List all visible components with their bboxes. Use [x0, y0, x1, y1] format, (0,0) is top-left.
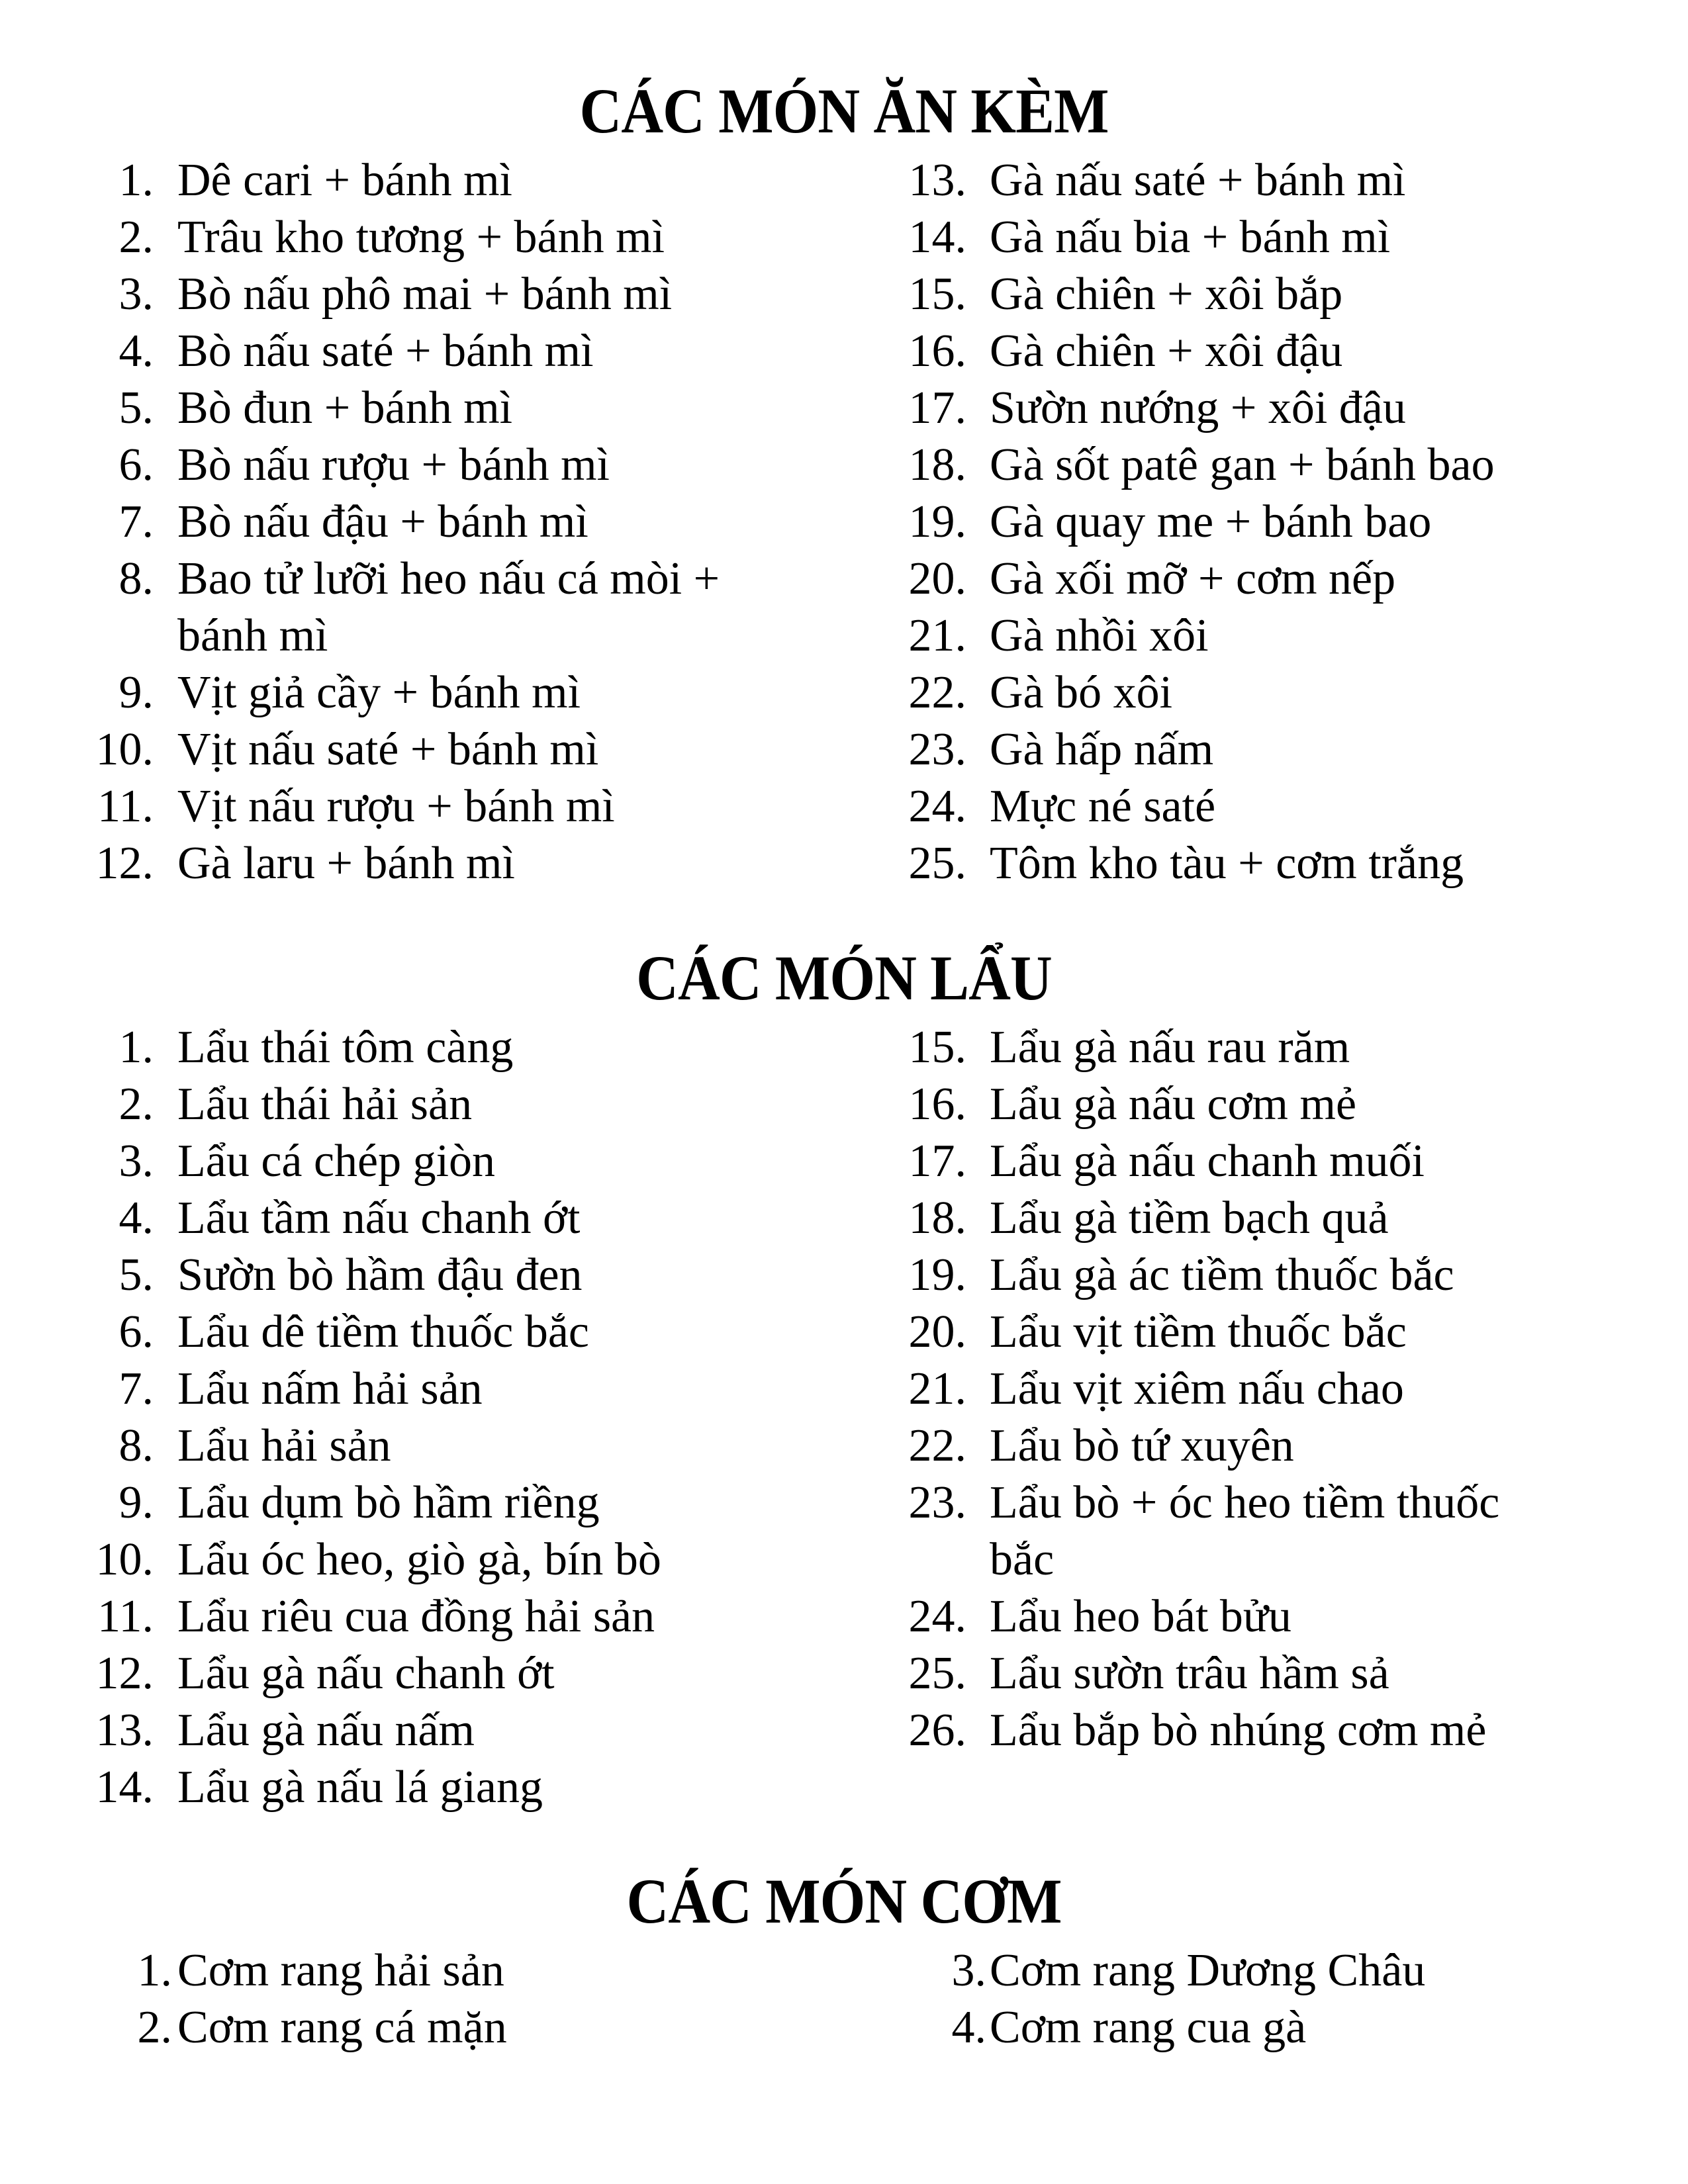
item-number: 21. [908, 1363, 966, 1414]
item-number: 25. [908, 1648, 966, 1699]
hotpot-left-column [0, 1019, 814, 1816]
item-number: 17. [908, 1136, 966, 1187]
item-number: 8. [118, 1420, 154, 1471]
item-text: Gà bó xôi [990, 667, 1173, 718]
item-number: 4. [951, 2002, 986, 2053]
item-number: 1. [118, 1022, 154, 1073]
item-text: Gà sốt patê gan + bánh bao [990, 439, 1495, 490]
list-item [814, 1645, 1688, 1702]
item-number: 18. [908, 1193, 966, 1244]
item-text: Lẩu bò tứ xuyên [990, 1420, 1294, 1471]
item-text: Lẩu cá chép giòn [177, 1136, 496, 1187]
list-item [0, 494, 814, 551]
item-text: Lẩu bò + óc heo tiềm thuốc bắc [990, 1477, 1500, 1585]
item-text: Cơm rang cá mặn [177, 2002, 507, 2053]
item-text: Lẩu gà nấu cơm mẻ [990, 1079, 1357, 1130]
list-item [814, 1942, 1688, 1999]
list-item [814, 551, 1688, 608]
list-item [0, 551, 814, 664]
item-text: Gà nấu saté + bánh mì [990, 155, 1406, 206]
item-number: 17. [908, 383, 966, 433]
list-item [814, 1702, 1688, 1759]
item-number: 11. [97, 781, 154, 832]
item-number: 9. [118, 667, 154, 718]
item-text: Lẩu dụm bò hầm riềng [177, 1477, 600, 1528]
item-text: Bao tử lưỡi heo nấu cá mòi + bánh mì [177, 553, 720, 661]
section-title: CÁC MÓN LẨU [636, 942, 1052, 1013]
item-number: 20. [908, 1306, 966, 1357]
item-number: 13. [908, 155, 966, 206]
rice-left-column [0, 1942, 814, 2056]
list-item [814, 323, 1688, 380]
item-text: Vịt nấu saté + bánh mì [177, 724, 599, 775]
item-number: 10. [95, 1534, 154, 1585]
item-number: 15. [908, 269, 966, 320]
list-item [814, 1190, 1688, 1247]
item-text: Gà hấp nấm [990, 724, 1214, 775]
item-number: 24. [908, 781, 966, 832]
list-item [814, 1247, 1688, 1304]
side-dishes-right-column [814, 152, 1688, 892]
item-number: 10. [95, 724, 154, 775]
list-item [0, 721, 814, 778]
item-number: 7. [118, 496, 154, 547]
list-item [814, 1076, 1688, 1133]
section-title: CÁC MÓN CƠM [626, 1866, 1062, 1936]
item-text: Vịt nấu rượu + bánh mì [177, 781, 615, 832]
item-text: Gà xối mỡ + cơm nếp [990, 553, 1396, 604]
item-text: Lẩu gà nấu chanh ớt [177, 1648, 555, 1699]
list-item [0, 1019, 814, 1076]
item-text: Bò nấu phô mai + bánh mì [177, 269, 673, 320]
item-text: Bò nấu đậu + bánh mì [177, 496, 588, 547]
item-number: 15. [908, 1022, 966, 1073]
item-number: 3. [118, 1136, 154, 1187]
list-item [814, 1999, 1688, 2056]
list-item [814, 778, 1688, 835]
item-text: Gà nhồi xôi [990, 610, 1209, 661]
list-item [814, 380, 1688, 437]
item-text: Dê cari + bánh mì [177, 155, 512, 206]
list-item [0, 664, 814, 721]
item-text: Lẩu gà nấu nấm [177, 1705, 475, 1756]
list-item [0, 1999, 814, 2056]
item-text: Lẩu dê tiềm thuốc bắc [177, 1306, 589, 1357]
list-item [0, 1247, 814, 1304]
item-text: Lẩu thái hải sản [177, 1079, 473, 1130]
item-number: 26. [908, 1705, 966, 1756]
item-text: Lẩu sườn trâu hầm sả [990, 1648, 1389, 1699]
item-number: 2. [118, 1079, 154, 1130]
list-item [814, 209, 1688, 266]
list-item [0, 1133, 814, 1190]
item-number: 13. [95, 1705, 154, 1756]
item-number: 7. [118, 1363, 154, 1414]
list-item [0, 1190, 814, 1247]
list-item [0, 266, 814, 323]
list-item [814, 1418, 1688, 1475]
item-text: Bò nấu saté + bánh mì [177, 326, 594, 377]
item-number: 2. [118, 212, 154, 263]
item-text: Lẩu gà nấu rau răm [990, 1022, 1350, 1073]
list-item [814, 1588, 1688, 1645]
list-item [814, 721, 1688, 778]
item-number: 12. [95, 1648, 154, 1699]
item-number: 1. [137, 1945, 172, 1996]
item-text: Lẩu gà tiềm bạch quả [990, 1193, 1389, 1244]
item-text: Gà chiên + xôi bắp [990, 269, 1343, 320]
item-text: Lẩu gà ác tiềm thuốc bắc [990, 1250, 1454, 1300]
list-item [0, 1304, 814, 1361]
list-item [0, 323, 814, 380]
item-text: Lẩu vịt xiêm nấu chao [990, 1363, 1404, 1414]
item-number: 3. [118, 269, 154, 320]
list-item [814, 494, 1688, 551]
item-number: 14. [95, 1762, 154, 1813]
item-text: Trâu kho tương + bánh mì [177, 212, 665, 263]
item-number: 12. [95, 838, 154, 889]
item-text: Gà nấu bia + bánh mì [990, 212, 1391, 263]
list-item [814, 1304, 1688, 1361]
item-number: 3. [951, 1945, 986, 1996]
list-item [0, 437, 814, 494]
item-text: Sườn bò hầm đậu đen [177, 1250, 583, 1300]
list-item [0, 1531, 814, 1588]
item-text: Gà chiên + xôi đậu [990, 326, 1343, 377]
item-number: 4. [118, 1193, 154, 1244]
item-number: 1. [118, 155, 154, 206]
item-text: Gà quay me + bánh bao [990, 496, 1432, 547]
list-item [0, 1418, 814, 1475]
list-item [0, 1475, 814, 1531]
item-number: 16. [908, 326, 966, 377]
item-text: Mực né saté [990, 781, 1216, 832]
item-text: Cơm rang hải sản [177, 1945, 504, 1996]
list-item [0, 1942, 814, 1999]
item-number: 6. [118, 1306, 154, 1357]
item-number: 8. [118, 553, 154, 604]
item-number: 20. [908, 553, 966, 604]
item-text: Lẩu hải sản [177, 1420, 391, 1471]
side-dishes-left-column [0, 152, 814, 892]
list-item [0, 1076, 814, 1133]
item-number: 22. [908, 667, 966, 718]
list-item [0, 1759, 814, 1816]
item-number: 22. [908, 1420, 966, 1471]
item-text: Bò đun + bánh mì [177, 383, 513, 433]
item-text: Lẩu riêu cua đồng hải sản [177, 1591, 655, 1642]
item-number: 2. [137, 2002, 172, 2053]
item-text: Cơm rang cua gà [990, 2002, 1307, 2053]
item-number: 24. [908, 1591, 966, 1642]
list-item [0, 1702, 814, 1759]
item-text: Tôm kho tàu + cơm trắng [990, 838, 1464, 889]
list-item [814, 1475, 1688, 1588]
list-item [814, 266, 1688, 323]
item-text: Lẩu gà nấu chanh muối [990, 1136, 1425, 1187]
list-item [814, 1019, 1688, 1076]
item-text: Lẩu bắp bò nhúng cơm mẻ [990, 1705, 1487, 1756]
item-number: 19. [908, 1250, 966, 1300]
section-title: CÁC MÓN ĂN KÈM [579, 75, 1109, 146]
item-number: 25. [908, 838, 966, 889]
list-item [0, 1588, 814, 1645]
item-text: Sườn nướng + xôi đậu [990, 383, 1406, 433]
item-number: 23. [908, 1477, 966, 1528]
item-text: Lẩu vịt tiềm thuốc bắc [990, 1306, 1407, 1357]
item-text: Vịt giả cầy + bánh mì [177, 667, 581, 718]
list-item [0, 209, 814, 266]
list-item [814, 608, 1688, 664]
item-text: Bò nấu rượu + bánh mì [177, 439, 610, 490]
item-text: Gà laru + bánh mì [177, 838, 515, 889]
list-item [814, 152, 1688, 209]
list-item [814, 664, 1688, 721]
list-item [0, 152, 814, 209]
item-text: Lẩu óc heo, giò gà, bín bò [177, 1534, 661, 1585]
list-item [0, 778, 814, 835]
item-number: 6. [118, 439, 154, 490]
item-number: 23. [908, 724, 966, 775]
list-item [814, 835, 1688, 892]
hotpot-right-column [814, 1019, 1688, 1759]
item-number: 5. [118, 383, 154, 433]
item-number: 14. [908, 212, 966, 263]
item-text: Lẩu gà nấu lá giang [177, 1762, 543, 1813]
list-item [0, 835, 814, 892]
list-item [814, 1133, 1688, 1190]
list-item [0, 380, 814, 437]
list-item [0, 1361, 814, 1418]
list-item [814, 1361, 1688, 1418]
item-number: 21. [908, 610, 966, 661]
list-item [814, 437, 1688, 494]
item-number: 11. [97, 1591, 154, 1642]
item-number: 18. [908, 439, 966, 490]
item-text: Lẩu heo bát bửu [990, 1591, 1291, 1642]
item-number: 5. [118, 1250, 154, 1300]
item-text: Lẩu thái tôm càng [177, 1022, 514, 1073]
item-number: 16. [908, 1079, 966, 1130]
item-text: Lẩu tầm nấu chanh ớt [177, 1193, 581, 1244]
item-number: 9. [118, 1477, 154, 1528]
rice-right-column [814, 1942, 1688, 2056]
list-item [0, 1645, 814, 1702]
item-text: Lẩu nấm hải sản [177, 1363, 483, 1414]
item-number: 19. [908, 496, 966, 547]
item-number: 4. [118, 326, 154, 377]
item-text: Cơm rang Dương Châu [990, 1945, 1426, 1996]
